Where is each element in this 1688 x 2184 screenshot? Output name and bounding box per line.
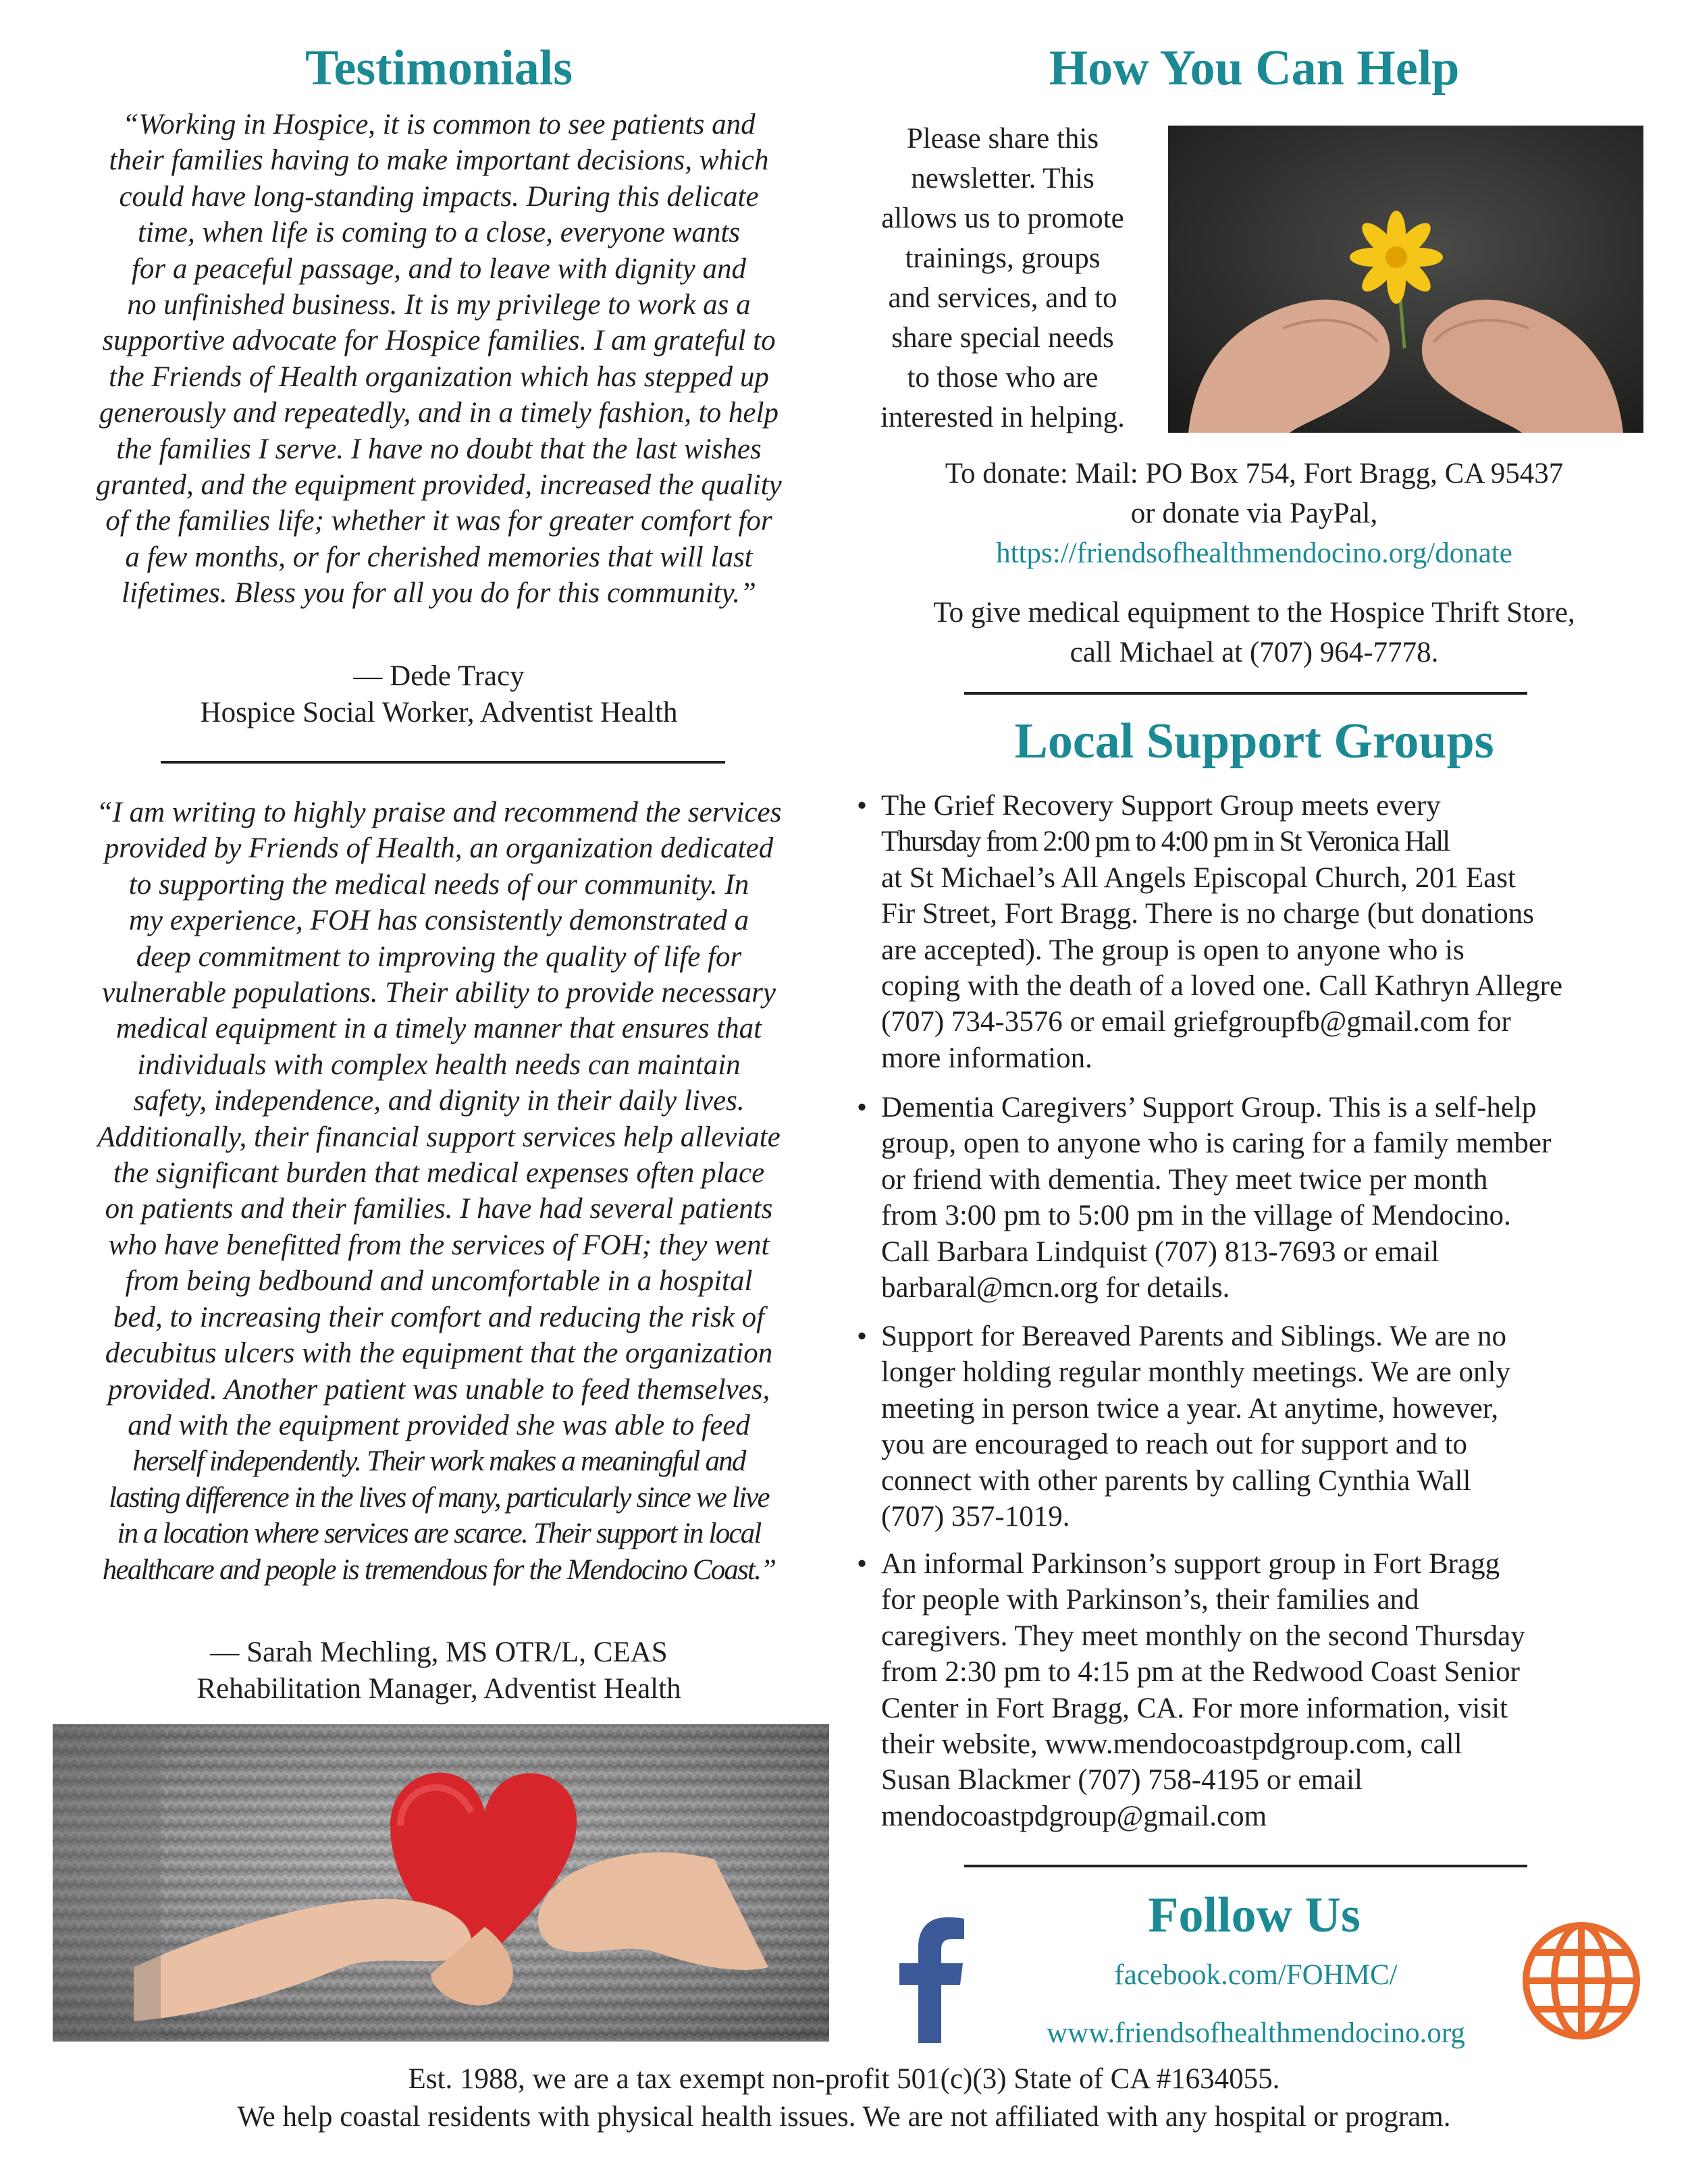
support-group-text: (707) 734-3576 or email griefgroupfb@gmail.com for xyxy=(881,1006,1511,1038)
equipment-phone: call Michael at (707) 964-7778. xyxy=(1070,637,1439,668)
quote-line xyxy=(27,251,851,287)
quote-text: and with the equipment provided she was able to feed xyxy=(128,1409,750,1441)
donate-link[interactable]: https://friendsofhealthmendocino.org/donate xyxy=(996,537,1512,569)
quote-text: their families having to make important decisions, which xyxy=(109,144,769,177)
support-group-text: Center in Fort Bragg, CA. For more information, visit xyxy=(881,1692,1508,1724)
support-group-line xyxy=(881,1654,1629,1690)
support-group-text: connect with other parents by calling Cynthia Wall xyxy=(881,1464,1471,1497)
support-group-line xyxy=(881,1618,1629,1654)
share-line: Please share this xyxy=(906,123,1099,155)
footer-line-2: We help coastal residents with physical health issues. We are not affiliated with any hospital or program. xyxy=(237,2101,1451,2133)
bullet-marker: • xyxy=(857,1092,868,1123)
attribution-role: Hospice Social Worker, Adventist Health xyxy=(200,697,678,728)
quote-text: time, when life is coming to a close, everyone wants xyxy=(137,217,741,249)
support-group-text: barbaral@mcn.org for details. xyxy=(881,1272,1230,1304)
quote-line xyxy=(27,179,851,215)
support-group-line xyxy=(881,1090,1629,1125)
quote-line xyxy=(27,359,851,395)
support-group-line xyxy=(881,824,1629,859)
donate-paypal: or donate via PayPal, xyxy=(1130,498,1378,529)
quote-line xyxy=(27,939,851,975)
quote-text: granted, and the equipment provided, increased the quality xyxy=(96,469,782,502)
quote-line xyxy=(27,830,851,866)
quote-line xyxy=(27,503,851,539)
quote-text: my experience, FOH has consistently demonstrated a xyxy=(128,905,749,937)
local-support-groups-heading: Local Support Groups xyxy=(1014,714,1494,769)
quote-text: the families I serve. I have no doubt that the last wishes xyxy=(116,433,762,465)
quote-text: for a peaceful passage, and to leave with dignity and xyxy=(131,252,747,285)
how-you-can-help-heading: How You Can Help xyxy=(1049,41,1460,96)
support-group-line xyxy=(881,1125,1629,1161)
quote-line xyxy=(27,1047,851,1083)
support-group-line xyxy=(881,1690,1629,1726)
support-group-line xyxy=(881,1799,1629,1834)
equipment-line: To give medical equipment to the Hospice Thrift Store, xyxy=(933,597,1575,629)
support-group-line xyxy=(881,1726,1629,1762)
quote-line xyxy=(27,795,851,830)
quote-line xyxy=(27,539,851,575)
quote-line xyxy=(27,1372,851,1408)
share-line: and services, and to xyxy=(888,282,1117,314)
quote-line xyxy=(27,1408,851,1443)
support-group-line xyxy=(881,1234,1629,1270)
share-line: share special needs xyxy=(891,322,1114,354)
quote-text: herself independently. Their work makes a meaningful and xyxy=(132,1445,745,1478)
quote-text: healthcare and people is tremendous for the Mendocino Coast.” xyxy=(102,1553,776,1586)
quote-text: of the families life; whether it was for greater comfort for xyxy=(105,505,772,537)
quote-text: the Friends of Health organization which has stepped up xyxy=(109,361,769,393)
support-group-text: caregivers. They meet monthly on the second Thursday xyxy=(881,1620,1525,1652)
support-group-text: Dementia Caregivers’ Support Group. This is a self-help xyxy=(881,1092,1537,1123)
testimonial-attribution-sarah xyxy=(27,1634,851,1707)
testimonial-quote-dede xyxy=(27,107,851,612)
attribution-name: — Sarah Mechling, MS OTR/L, CEAS xyxy=(210,1636,668,1668)
support-group-line xyxy=(881,1198,1629,1233)
quote-text: vulnerable populations. Their ability to provide necessary xyxy=(101,977,776,1009)
footer xyxy=(0,2060,1688,2136)
support-group-text: Susan Blackmer (707) 758-4195 or email xyxy=(881,1764,1363,1796)
website-link[interactable]: www.friendsofhealthmendocino.org xyxy=(1047,2017,1465,2049)
divider xyxy=(964,1865,1527,1867)
quote-text: provided by Friends of Health, an organization dedicated xyxy=(104,832,774,865)
quote-text: from being bedbound and uncomfortable in a hospital xyxy=(125,1265,753,1298)
support-group-line xyxy=(881,1762,1629,1798)
share-line: to those who are xyxy=(907,362,1099,394)
support-group-line xyxy=(881,932,1629,968)
quote-line xyxy=(27,1119,851,1155)
attribution-name: — Dede Tracy xyxy=(353,660,525,692)
support-group-line xyxy=(881,1162,1629,1198)
quote-text: to supporting the medical needs of our community. In xyxy=(128,868,749,901)
quote-line xyxy=(27,287,851,323)
divider xyxy=(964,692,1527,695)
quote-text: bed, to increasing their comfort and reducing the risk of xyxy=(113,1301,765,1333)
support-group-text: Fir Street, Fort Bragg. There is no charge (but donations xyxy=(881,898,1534,930)
quote-text: a few months, or for cherished memories that will last xyxy=(125,541,753,573)
share-line: newsletter. This xyxy=(911,163,1094,194)
facebook-icon[interactable] xyxy=(890,1915,966,2043)
quote-line xyxy=(27,1227,851,1263)
support-group-text: their website, www.mendocoastpdgroup.com, call xyxy=(881,1728,1462,1761)
donate-info xyxy=(847,454,1661,573)
follow-us-heading: Follow Us xyxy=(1148,1888,1361,1943)
quote-line xyxy=(27,1191,851,1227)
support-group-text: Call Barbara Lindquist (707) 813-7693 or email xyxy=(881,1235,1440,1268)
quote-text: decubitus ulcers with the equipment that the organization xyxy=(105,1337,773,1370)
support-group-line xyxy=(881,1582,1629,1618)
quote-text: deep commitment to improving the quality of life for xyxy=(136,940,742,973)
support-group-item xyxy=(853,1090,1629,1306)
testimonials-heading: Testimonials xyxy=(305,41,573,96)
support-group-text: The Grief Recovery Support Group meets every xyxy=(881,790,1441,822)
support-group-text: at St Michael’s All Angels Episcopal Church, 201 East xyxy=(881,861,1516,894)
quote-text: medical equipment in a timely manner that ensures that xyxy=(115,1013,762,1045)
quote-line xyxy=(27,107,851,142)
support-group-line xyxy=(881,1354,1629,1390)
facebook-link[interactable]: facebook.com/FOHMC/ xyxy=(1114,1959,1398,1991)
quote-line xyxy=(27,903,851,938)
support-group-line xyxy=(881,860,1629,896)
support-group-text: meeting in person twice a year. At anytime, however, xyxy=(881,1392,1499,1424)
testimonial-attribution-dede xyxy=(27,658,851,731)
quote-text: no unfinished business. It is my privilege to work as a xyxy=(127,289,751,321)
support-group-line xyxy=(881,1270,1629,1306)
bullet-marker: • xyxy=(857,790,868,822)
flower-hands-photo xyxy=(1168,126,1643,433)
equipment-info xyxy=(847,593,1661,672)
quote-text: could have long-standing impacts. During this delicate xyxy=(119,180,759,213)
support-group-text: (707) 357-1019. xyxy=(881,1501,1070,1533)
quote-line xyxy=(27,1516,851,1551)
support-group-text: or friend with dementia. They meet twice per month xyxy=(881,1163,1488,1196)
support-group-item xyxy=(853,1546,1629,1834)
globe-icon[interactable] xyxy=(1521,1920,1642,2042)
quote-text: “Working in Hospice, it is common to see patients and xyxy=(122,109,756,140)
quote-text: supportive advocate for Hospice families. I am grateful to xyxy=(102,325,776,357)
support-group-line xyxy=(881,1427,1629,1462)
quote-text: in a location where services are scarce. Their support in local xyxy=(117,1518,761,1550)
quote-line xyxy=(27,1011,851,1046)
share-line: allows us to promote xyxy=(881,203,1124,234)
quote-line xyxy=(27,431,851,467)
support-group-text: coping with the death of a loved one. Call Kathryn Allegre xyxy=(881,970,1563,1003)
support-group-text: mendocoastpdgroup@gmail.com xyxy=(881,1800,1267,1832)
support-group-line xyxy=(881,1546,1629,1582)
quote-line xyxy=(27,867,851,903)
quote-line xyxy=(27,1443,851,1479)
support-group-item xyxy=(853,788,1629,1076)
bullet-marker: • xyxy=(857,1321,868,1352)
quote-line xyxy=(27,467,851,503)
support-group-text: are accepted). The group is open to anyone who is xyxy=(881,934,1465,966)
support-group-line xyxy=(881,1499,1629,1535)
quote-text: safety, independence, and dignity in their daily lives. xyxy=(133,1085,745,1117)
support-group-text: An informal Parkinson’s support group in Fort Bragg xyxy=(881,1548,1500,1580)
quote-line xyxy=(27,1083,851,1119)
website-link-wrap xyxy=(972,2015,1539,2052)
quote-line xyxy=(27,575,851,611)
quote-text: who have benefitted from the services of FOH; they went xyxy=(108,1229,770,1261)
support-group-item xyxy=(853,1319,1629,1535)
quote-line xyxy=(27,1263,851,1299)
support-group-line xyxy=(881,1319,1629,1354)
support-group-text: more information. xyxy=(881,1042,1092,1074)
donate-mail: To donate: Mail: PO Box 754, Fort Bragg, CA 95437 xyxy=(945,458,1564,489)
quote-line xyxy=(27,142,851,178)
quote-line xyxy=(27,215,851,250)
support-group-text: you are encouraged to reach out for support and to xyxy=(881,1429,1468,1461)
quote-text: the significant burden that medical expenses often place xyxy=(113,1157,765,1190)
support-group-line xyxy=(881,896,1629,932)
share-line: interested in helping. xyxy=(880,402,1125,433)
share-line: trainings, groups xyxy=(905,242,1101,274)
quote-line xyxy=(27,1552,851,1588)
quote-text: lasting difference in the lives of many, particularly since we live xyxy=(109,1481,769,1514)
support-group-text: group, open to anyone who is caring for a family member xyxy=(881,1127,1552,1160)
support-group-text: for people with Parkinson’s, their families and xyxy=(881,1584,1419,1616)
quote-text: individuals with complex health needs can maintain xyxy=(137,1048,741,1081)
quote-text: generously and repeatedly, and in a timely fashion, to help xyxy=(99,397,779,429)
support-group-line xyxy=(881,968,1629,1004)
attribution-role: Rehabilitation Manager, Adventist Health xyxy=(196,1673,681,1705)
support-group-text: from 2:30 pm to 4:15 pm at the Redwood Coast Senior xyxy=(881,1656,1520,1688)
support-group-line xyxy=(881,1391,1629,1427)
quote-line xyxy=(27,395,851,431)
quote-line xyxy=(27,1335,851,1371)
quote-line xyxy=(27,1155,851,1191)
quote-line xyxy=(27,323,851,358)
testimonial-quote-sarah xyxy=(27,795,851,1588)
follow-links xyxy=(972,1956,1539,1994)
quote-text: Additionally, their financial support services help alleviate xyxy=(97,1121,781,1153)
support-group-text: Support for Bereaved Parents and Siblings. We are no xyxy=(881,1321,1507,1352)
support-group-text: Thursday from 2:00 pm to 4:00 pm in St Veronica Hall xyxy=(881,826,1450,858)
support-group-line xyxy=(881,1040,1629,1076)
share-newsletter-text xyxy=(851,119,1155,437)
quote-line xyxy=(27,1300,851,1335)
support-group-line xyxy=(881,1463,1629,1499)
quote-line xyxy=(27,975,851,1011)
support-group-text: from 3:00 pm to 5:00 pm in the village of Mendocino. xyxy=(881,1200,1511,1232)
quote-text: on patients and their families. I have had several patients xyxy=(105,1193,773,1225)
quote-text: lifetimes. Bless you for all you do for this community.” xyxy=(122,577,756,610)
heart-hands-photo xyxy=(53,1724,829,2042)
divider xyxy=(161,761,725,764)
support-group-text: longer holding regular monthly meetings. We are only xyxy=(881,1356,1510,1389)
bullet-marker: • xyxy=(857,1548,868,1580)
quote-text: provided. Another patient was unable to feed themselves, xyxy=(107,1373,770,1406)
support-group-line xyxy=(881,1004,1629,1040)
quote-line xyxy=(27,1480,851,1516)
support-group-line xyxy=(881,788,1629,824)
footer-line-1: Est. 1988, we are a tax exempt non-profit 501(c)(3) State of CA #1634055. xyxy=(408,2063,1280,2095)
quote-text: “I am writing to highly praise and recommend the services xyxy=(96,797,782,828)
